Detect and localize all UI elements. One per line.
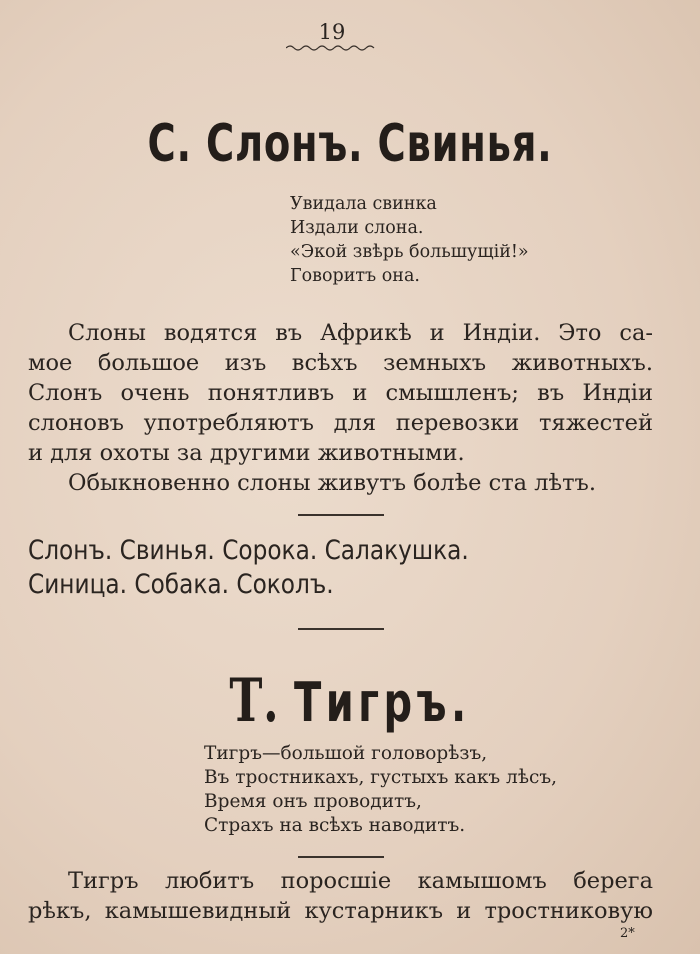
section-s-title: С. Слонъ. Свинья.: [147, 114, 553, 174]
section-t-title: [91, 666, 609, 736]
tiger-paragraph: [28, 866, 653, 926]
verse-line: Издали слона.: [290, 218, 424, 238]
verse-line: Страхъ на всѣхъ наводитъ.: [204, 815, 466, 836]
paragraph-line: мое большое изъ всѣхъ земныхъ животныхъ.: [28, 350, 653, 376]
paragraph-line: Слонъ очень понятливъ и смышленъ; въ Индіи: [28, 380, 653, 406]
divider: [298, 628, 384, 630]
elephant-paragraph: [28, 318, 653, 468]
signature-mark: 2*: [620, 926, 635, 941]
section-word: Тигръ.: [294, 671, 471, 734]
page-number: 19: [318, 20, 346, 44]
verse-line: Увидала свинка: [290, 194, 437, 214]
page-number-ornament: [286, 44, 378, 52]
divider: [298, 514, 384, 516]
verse-line: Говоритъ она.: [290, 266, 420, 286]
paragraph-line: Слоны водятся въ Африкѣ и Индіи. Это са-: [68, 320, 653, 346]
paragraph-line: рѣкъ, камышевидный кустарникъ и тростниковую: [28, 898, 653, 924]
paragraph-line: и для охоты за другими животными.: [28, 440, 465, 466]
words-line: Слонъ. Свинья. Сорока. Салакушка.: [28, 535, 469, 566]
words-line: Синица. Собака. Соколъ.: [28, 569, 334, 600]
verse-line: «Экой звѣрь большущій!»: [290, 242, 529, 262]
section-s-verse: [290, 192, 529, 288]
verse-line: Въ тростникахъ, густыхъ какъ лѣсъ,: [204, 767, 557, 788]
paragraph-line: Тигръ любитъ поросшіе камышомъ берега: [68, 868, 653, 894]
verse-line: Тигръ—большой головорѣзъ,: [204, 743, 488, 764]
paragraph-line: слоновъ употребляютъ для перевозки тяжестей: [28, 410, 653, 436]
section-t-verse: [204, 742, 557, 838]
paragraph-line: Обыкновенно слоны живутъ болѣе ста лѣтъ.: [68, 470, 597, 496]
section-letter: Т.: [229, 666, 280, 736]
verse-line: Время онъ проводитъ,: [204, 791, 422, 812]
divider: [298, 856, 384, 858]
elephant-lifespan-paragraph: [28, 468, 653, 498]
s-words-list: [28, 534, 656, 602]
